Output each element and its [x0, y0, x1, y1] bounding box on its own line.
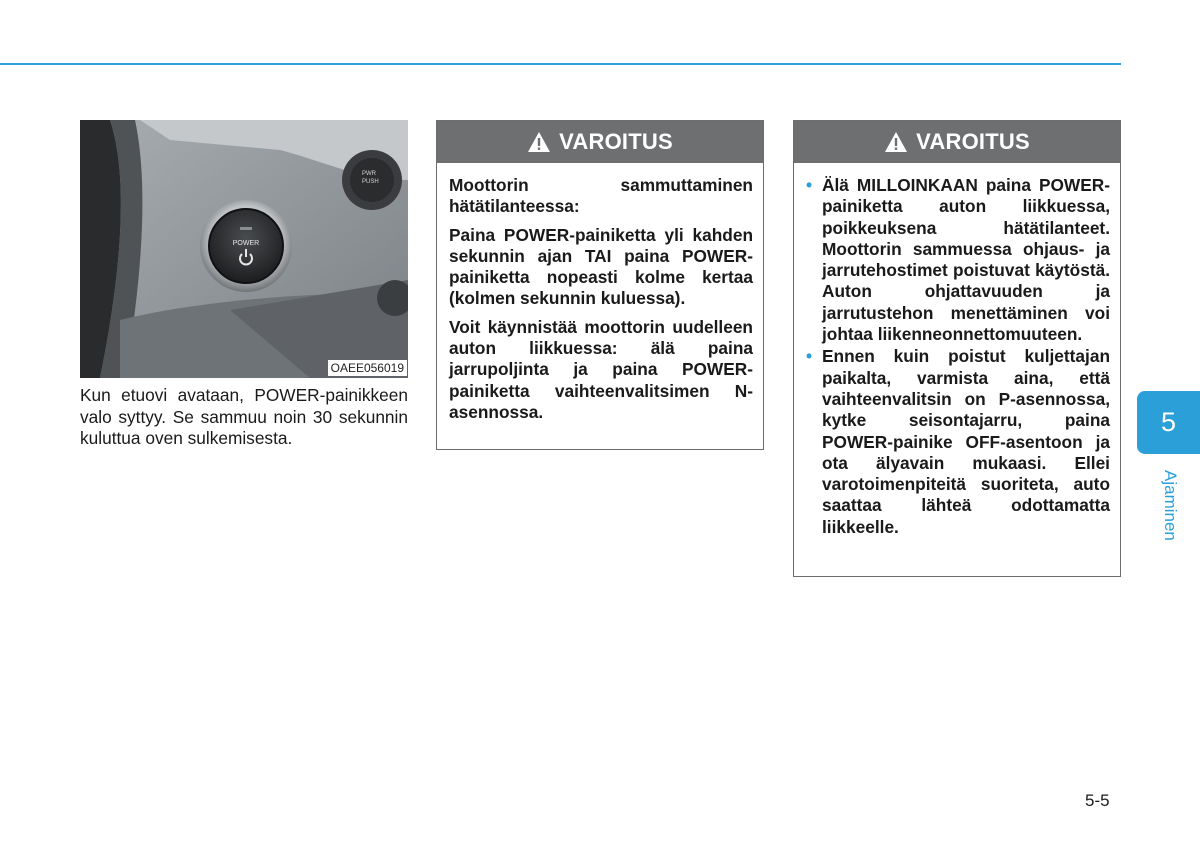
bullet-icon: •	[806, 346, 813, 367]
push-label: PUSH	[362, 179, 379, 185]
bullet-icon: •	[806, 175, 813, 195]
intro-text: Kun etuovi avataan, POWER-painikkeen valo syttyy. Se sammuu noin 30 sekunnin kuluttua oven sulkemisesta.	[80, 385, 408, 448]
warning-paragraph: Voit käynnistää moottorin uudelleen auton liikkuessa: älä paina jarrupoljinta ja paina POWER-painiketta vaihteenvalitsimen N-asennossa.	[449, 316, 753, 422]
warning-header	[794, 121, 1120, 163]
list-item	[806, 346, 1110, 538]
list-item-text: Ennen kuin poistut kuljettajan paikalta, varmista aina, että vaihteenvalitsin on P-asennossa, kytke seisontajarru, paina POWER-painike OFF-asentoon ja ota älyavain mukaasi. Ellei varotoimenpiteitä suoriteta, auto saattaa lähteä odottamatta liikkeelle.	[822, 346, 1110, 537]
chapter-number: 5	[1160, 407, 1177, 437]
chapter-tab[interactable]	[1137, 391, 1200, 454]
warning-title: VAROITUS	[916, 129, 1030, 154]
list-item-text: Älä MILLOINKAAN paina POWER-painiketta auton liikkuessa, poikkeuksena hätätilanteet. Moottorin sammuessa ohjaus- ja jarrutehostimet poistuvat käytöstä. Auton ohjattavuuden ja jarrutustehon menettäminen voi johtaa liikenneonnettomuuteen.	[822, 175, 1110, 345]
warning-triangle-icon	[884, 131, 908, 153]
warning-paragraph: Paina POWER-painiketta yli kahden sekunnin ajan TAI paina POWER-painiketta nopeasti kolme kertaa (kolmen sekunnin kuluessa).	[449, 224, 753, 309]
list-item	[806, 175, 1110, 345]
warning-header	[437, 121, 763, 163]
warning-body	[794, 163, 1120, 549]
pwr-label: PWR	[362, 171, 376, 177]
warning-triangle-icon	[527, 131, 551, 153]
warning-paragraph: Moottorin sammuttaminen hätätilanteessa:	[449, 175, 753, 217]
warning-list	[806, 175, 1110, 538]
photo-code: OAEE056019	[328, 360, 407, 376]
warning-title: VAROITUS	[559, 129, 673, 154]
warning-body	[437, 163, 763, 440]
chapter-label: Ajaminen	[1161, 470, 1180, 541]
power-label: POWER	[232, 240, 260, 247]
top-rule	[0, 63, 1121, 65]
power-button-photo	[80, 120, 408, 378]
warning-box-2	[793, 120, 1121, 577]
page-number: 5-5	[1085, 791, 1110, 810]
warning-box-1	[436, 120, 764, 450]
